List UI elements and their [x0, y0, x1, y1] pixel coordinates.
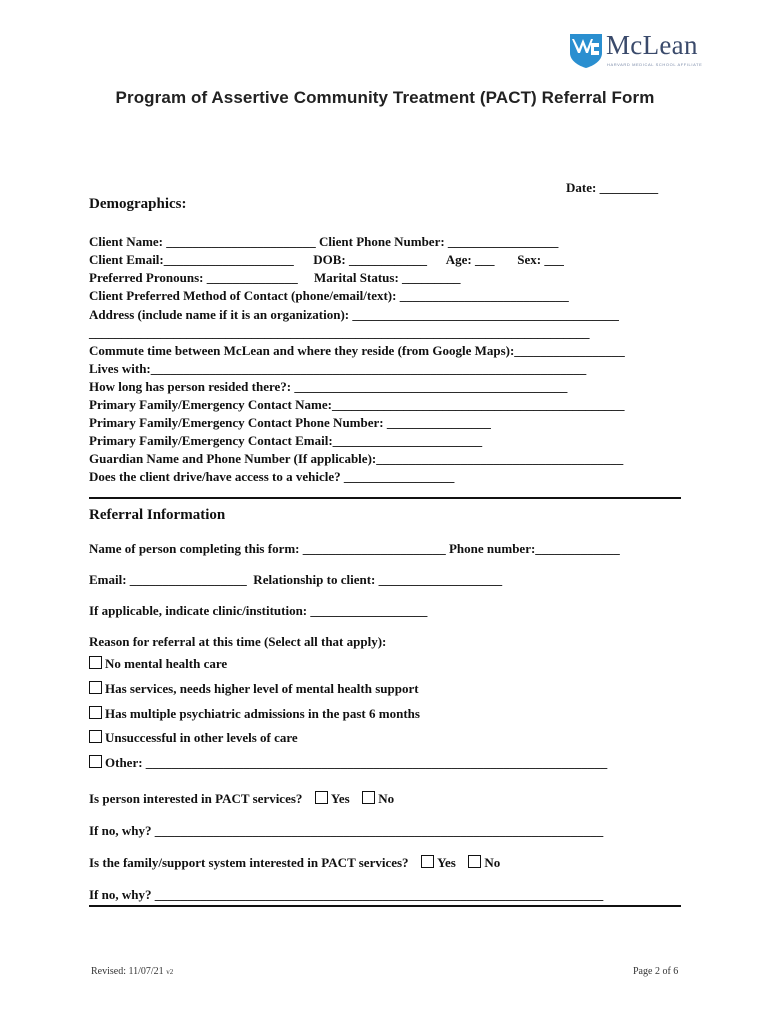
mclean-logo-text: McLean — [606, 30, 698, 60]
pact-interest-label: Is person interested in PACT services? — [89, 791, 303, 806]
guardian-line[interactable]: Guardian Name and Phone Number (If applicable):______________________________________ — [89, 451, 624, 466]
date-field[interactable]: Date: _________ — [566, 180, 659, 195]
no-label: No — [484, 855, 501, 870]
page-title: Program of Assertive Community Treatment (PACT) Referral Form — [115, 88, 655, 107]
checkbox[interactable] — [89, 755, 102, 768]
address-line-2[interactable]: _____________________________________________________________________________ — [89, 325, 590, 340]
yes-checkbox[interactable] — [421, 855, 434, 868]
pact-interest-why-line[interactable]: If no, why? _____________________________________________________________________ — [89, 823, 604, 838]
emergency-contact-phone-line[interactable]: Primary Family/Emergency Contact Phone Number: ________________ — [89, 415, 491, 430]
reason-label: Reason for referral at this time (Select all that apply): — [89, 634, 387, 649]
reason-option-label: Other: _______________________________________________________________________ — [105, 755, 608, 770]
family-interest-label: Is the family/support system interested in PACT services? — [89, 855, 409, 870]
vehicle-access-line[interactable]: Does the client drive/have access to a vehicle? _________________ — [89, 469, 455, 484]
referrer-name-phone-line[interactable]: Name of person completing this form: ______________________ Phone number:_____________ — [89, 541, 620, 556]
section-divider — [89, 497, 681, 499]
residence-duration-line[interactable]: How long has person resided there?: __________________________________________ — [89, 379, 568, 394]
yes-label: Yes — [437, 855, 456, 870]
revision-version: v2 — [166, 968, 174, 976]
client-name-phone-line[interactable]: Client Name: _______________________ Client Phone Number: _________________ — [89, 234, 559, 249]
no-checkbox[interactable] — [362, 791, 375, 804]
section-divider-bottom — [89, 905, 681, 907]
reason-option-other[interactable] — [89, 754, 607, 772]
client-email-dob-line[interactable]: Client Email:____________________ DOB: ____________ Age: ___ Sex: ___ — [89, 252, 564, 267]
reason-option-label: Unsuccessful in other levels of care — [105, 730, 298, 745]
contact-method-line[interactable]: Client Preferred Method of Contact (phone/email/text): __________________________ — [89, 288, 569, 303]
emergency-contact-email-line[interactable]: Primary Family/Emergency Contact Email:_______________________ — [89, 433, 483, 448]
reason-option[interactable] — [89, 705, 420, 723]
revision-date — [91, 966, 173, 977]
referrer-email-relationship-line[interactable]: Email: __________________ Relationship to client: ___________________ — [89, 572, 503, 587]
mclean-shield-icon — [569, 33, 603, 69]
mclean-logo-tagline: HARVARD MEDICAL SCHOOL AFFILIATE — [607, 62, 703, 67]
demographics-heading: Demographics: — [89, 196, 187, 212]
emergency-contact-name-line[interactable]: Primary Family/Emergency Contact Name:_____________________________________________ — [89, 397, 625, 412]
checkbox[interactable] — [89, 681, 102, 694]
family-interest-question — [89, 854, 500, 872]
address-line[interactable]: Address (include name if it is an organization): _________________________________________ — [89, 307, 619, 322]
no-label: No — [378, 791, 395, 806]
reason-option-label: Has services, needs higher level of mental health support — [105, 681, 419, 696]
revision-date-text: Revised: 11/07/21 — [91, 966, 164, 977]
pact-interest-question — [89, 790, 394, 808]
commute-time-line[interactable]: Commute time between McLean and where they reside (from Google Maps):_________________ — [89, 343, 625, 358]
reason-option[interactable] — [89, 680, 419, 698]
reason-option[interactable] — [89, 729, 298, 747]
pronouns-marital-line[interactable]: Preferred Pronouns: ______________ Marital Status: _________ — [89, 270, 461, 285]
family-interest-why-line[interactable]: If no, why? _____________________________________________________________________ — [89, 887, 604, 902]
no-checkbox[interactable] — [468, 855, 481, 868]
page-number: Page 2 of 6 — [633, 966, 679, 977]
reason-option[interactable] — [89, 655, 227, 673]
lives-with-line[interactable]: Lives with:___________________________________________________________________ — [89, 361, 587, 376]
checkbox[interactable] — [89, 730, 102, 743]
clinic-institution-line[interactable]: If applicable, indicate clinic/institution: __________________ — [89, 603, 428, 618]
checkbox[interactable] — [89, 656, 102, 669]
checkbox[interactable] — [89, 706, 102, 719]
reason-option-label: Has multiple psychiatric admissions in the past 6 months — [105, 706, 420, 721]
yes-label: Yes — [330, 791, 350, 806]
yes-checkbox[interactable] — [315, 791, 328, 804]
referral-heading: Referral Information — [89, 507, 226, 523]
reason-option-label: No mental health care — [105, 656, 228, 671]
